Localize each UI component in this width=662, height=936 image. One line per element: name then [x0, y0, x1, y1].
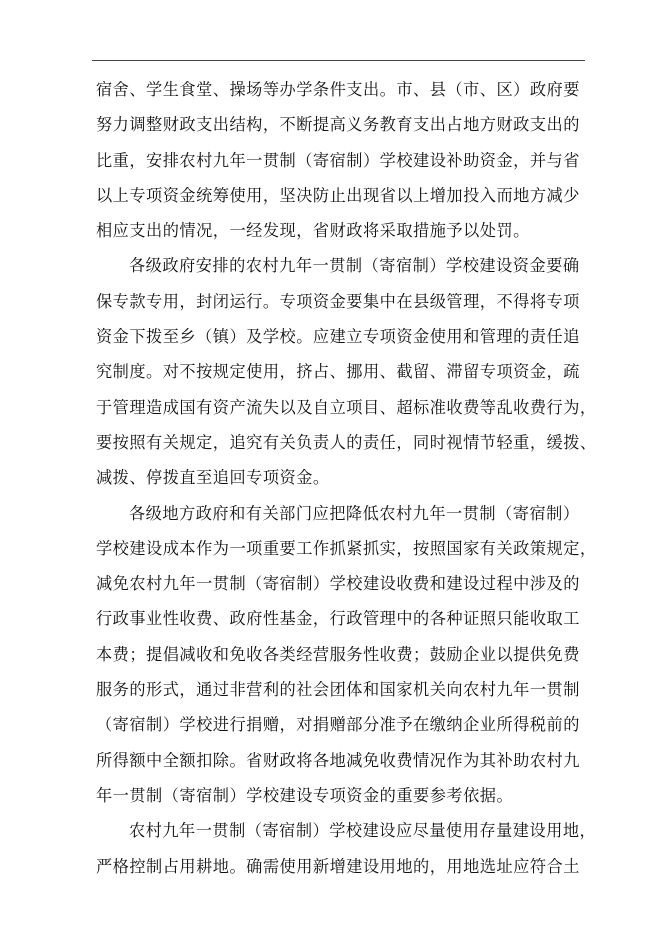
text-line: （寄宿制）学校进行捐赠，对捐赠部分准予在缴纳企业所得税前的 [96, 715, 580, 735]
text-line: 年一贯制（寄宿制）学校建设专项资金的重要参考依据。 [96, 785, 514, 805]
paragraph-start-line: 农村九年一贯制（寄宿制）学校建设应尽量使用存量建设用地， [129, 821, 597, 841]
text-line: 于管理造成国有资产流失以及自立项目、超标准收费等乱收费行为， [96, 397, 597, 417]
text-line: 宿舍、学生食堂、操场等办学条件支出。市、县（市、区）政府要 [96, 80, 580, 99]
text-line: 学校建设成本作为一项重要工作抓紧抓实，按照国家有关政策规定， [96, 538, 597, 558]
text-line: 保专款专用，封闭运行。专项资金要集中在县级管理，不得将专项 [96, 291, 580, 311]
text-line: 服务的形式，通过非营利的社会团体和国家机关向农村九年一贯制 [96, 680, 580, 700]
text-line: 比重，安排农村九年一贯制（寄宿制）学校建设补助资金，并与省 [96, 150, 580, 170]
text-line: 减拨、停拨直至追回专项资金。 [96, 468, 330, 488]
paragraph-start-line: 各级地方政府和有关部门应把降低农村九年一贯制（寄宿制） [129, 503, 580, 523]
text-line: 严格控制占用耕地。确需使用新增建设用地的，用地选址应符合土 [96, 856, 580, 876]
paragraph-start-line: 各级政府安排的农村九年一贯制（寄宿制）学校建设资金要确 [129, 256, 580, 276]
header-rule [92, 60, 585, 61]
text-line: 本费；提倡减收和免收各类经营服务性收费；鼓励企业以提供免费 [96, 644, 580, 664]
body-text [96, 72, 596, 884]
text-line: 资金下拨至乡（镇）及学校。应建立专项资金使用和管理的责任追 [96, 327, 580, 347]
text-line: 行政事业性收费、政府性基金，行政管理中的各种证照只能收取工 [96, 609, 580, 629]
text-line: 以上专项资金统筹使用，坚决防止出现省以上增加投入而地方减少 [96, 185, 580, 205]
text-line: 究制度。对不按规定使用，挤占、挪用、截留、滞留专项资金，疏 [96, 362, 580, 382]
text-line: 要按照有关规定，追究有关负责人的责任，同时视情节轻重，缓拨、 [96, 432, 597, 452]
text-line: 减免农村九年一贯制（寄宿制）学校建设收费和建设过程中涉及的 [96, 574, 580, 594]
text-line: 所得额中全额扣除。省财政将各地减免收费情况作为其补助农村九 [96, 750, 580, 770]
text-line: 努力调整财政支出结构，不断提高义务教育支出占地方财政支出的 [96, 115, 580, 135]
text-line: 相应支出的情况，一经发现，省财政将采取措施予以处罚。 [96, 221, 530, 241]
